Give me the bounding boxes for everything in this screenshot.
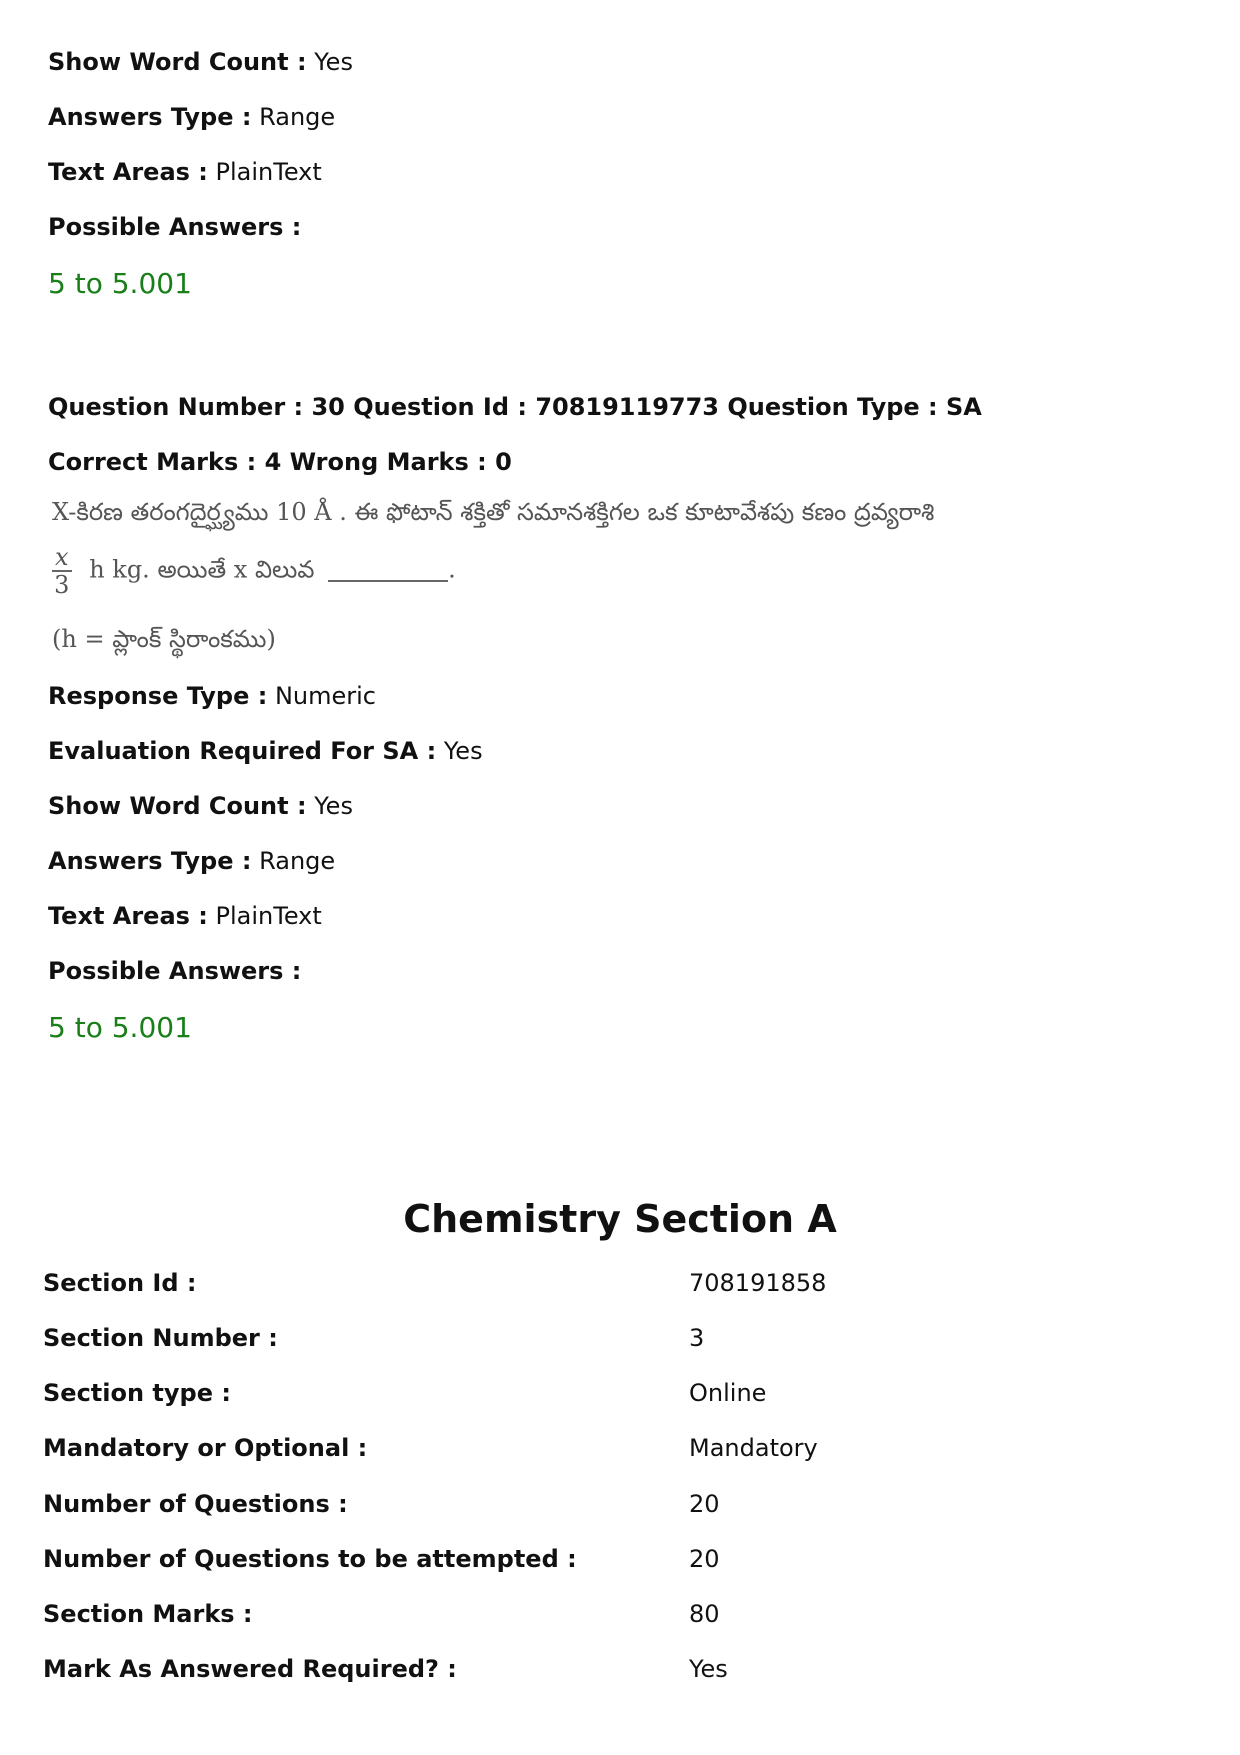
question-marks	[48, 446, 512, 478]
section-row-value: Online	[689, 1379, 767, 1407]
section-row-label: Section Number :	[43, 1324, 278, 1352]
field-label: Evaluation Required For SA :	[48, 737, 437, 765]
field-label: Answers Type :	[48, 847, 252, 875]
section-row-value: 708191858	[689, 1269, 827, 1297]
field-value: Yes	[314, 48, 353, 76]
question-header	[48, 391, 982, 423]
response-type	[48, 680, 376, 712]
field-value: Numeric	[274, 682, 376, 710]
section-row-label: Section Marks :	[43, 1600, 253, 1628]
field-value: Range	[259, 847, 336, 875]
section-row-label: Mark As Answered Required? :	[43, 1655, 457, 1683]
field-value: Yes	[443, 737, 483, 765]
fraction-denominator: 3	[54, 571, 70, 599]
question-marks-text: Correct Marks : 4 Wrong Marks : 0	[48, 448, 512, 476]
question-text-line-1: X-కిరణ తరంగదైర్ఘ్యము 10 Å . ఈ ఫోటాన్ శక్తితో సమానశక్తిగల ఒక కూటావేశపు కణం ద్రవ్యరాశి	[52, 498, 935, 526]
section-row-label: Mandatory or Optional :	[43, 1434, 368, 1462]
section-row-value: 3	[689, 1324, 705, 1352]
possible-answers	[48, 955, 301, 987]
field-value: Range	[259, 103, 336, 131]
field-label: Response Type :	[48, 682, 268, 710]
section-row-value: Yes	[689, 1655, 728, 1683]
field-label: Answers Type :	[48, 103, 252, 131]
possible-answer-value: 5 to 5.001	[48, 1011, 192, 1044]
field-value: Yes	[314, 792, 353, 820]
question-text-line-3: (h = ప్లాంక్ స్థిరాంకము)	[52, 625, 276, 653]
top-text-areas	[48, 156, 322, 188]
section-row-value: 80	[689, 1600, 720, 1628]
field-label: Text Areas :	[48, 158, 208, 186]
field-value: PlainText	[215, 158, 322, 186]
question-text-line-2-text: h kg. అయితే x విలువ	[89, 555, 315, 584]
text-areas	[48, 900, 322, 932]
answer-blank	[328, 580, 448, 582]
top-possible-answer-value: 5 to 5.001	[48, 267, 192, 300]
section-row-value: 20	[689, 1490, 720, 1518]
answers-type	[48, 845, 335, 877]
question-text-line-2: $\frac{x}{3}$ h kg. అయితే x విలువ .	[52, 544, 456, 598]
field-label: Show Word Count :	[48, 792, 307, 820]
section-row-label: Section type :	[43, 1379, 231, 1407]
top-show-word-count	[48, 46, 353, 78]
fraction	[52, 544, 72, 598]
section-row-value: 20	[689, 1545, 720, 1573]
evaluation-required	[48, 735, 483, 767]
section-row-label: Number of Questions :	[43, 1490, 348, 1518]
field-label: Text Areas :	[48, 902, 208, 930]
top-possible-answers	[48, 211, 301, 243]
field-label: Show Word Count :	[48, 48, 307, 76]
field-label: Possible Answers :	[48, 957, 302, 985]
top-answers-type	[48, 101, 335, 133]
question-header-text: Question Number : 30 Question Id : 70819119773 Question Type : SA	[48, 393, 982, 421]
section-title: Chemistry Section A	[403, 1197, 837, 1241]
fraction-numerator: x	[52, 544, 72, 572]
section-row-value: Mandatory	[689, 1434, 818, 1462]
section-row-label: Section Id :	[43, 1269, 197, 1297]
section-row-label: Number of Questions to be attempted :	[43, 1545, 577, 1573]
show-word-count	[48, 790, 353, 822]
field-value: PlainText	[215, 902, 322, 930]
field-label: Possible Answers :	[48, 213, 302, 241]
